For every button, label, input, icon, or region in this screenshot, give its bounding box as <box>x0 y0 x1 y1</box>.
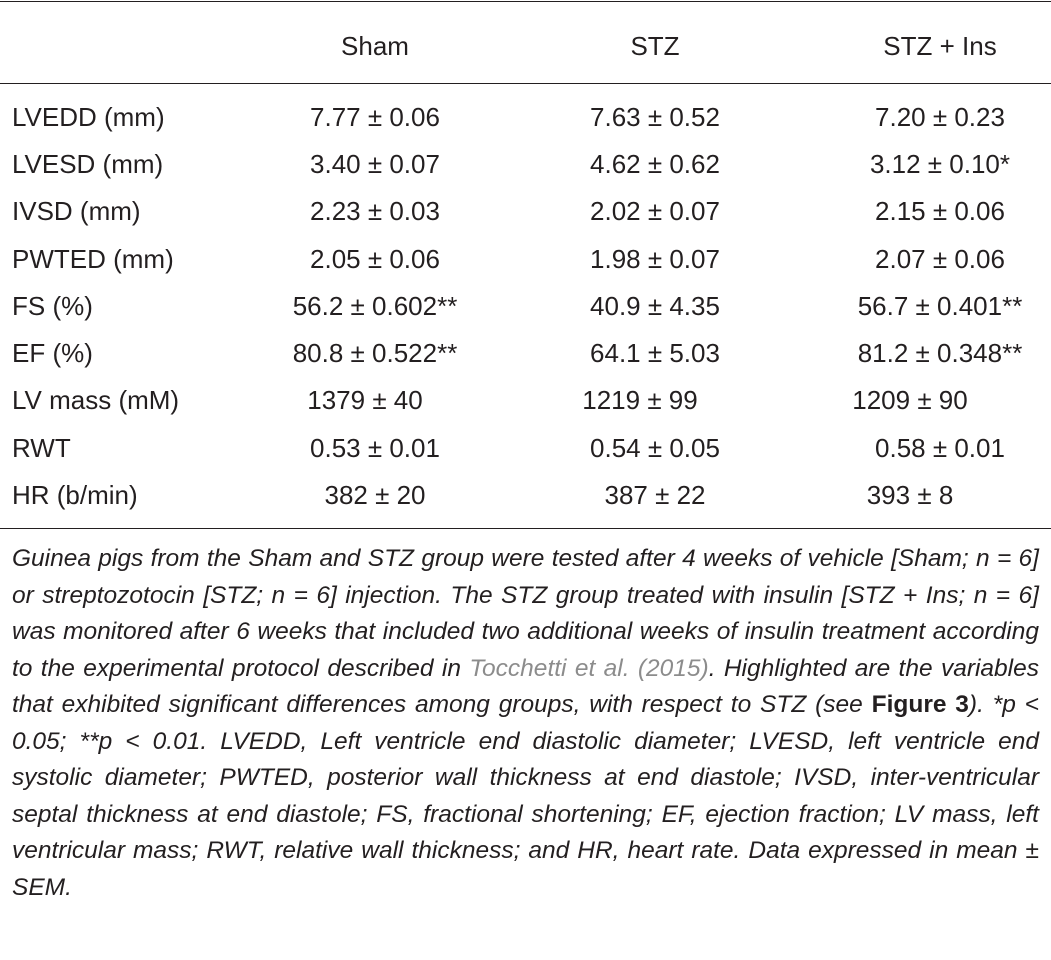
row-label-pwted: PWTED (mm) <box>12 244 174 274</box>
cell-fs-sham: 56.2 ± 0.602** <box>292 291 458 321</box>
cell-ef-stz: 64.1 ± 5.03 <box>590 338 720 368</box>
row-label-rwt: RWT <box>12 433 71 463</box>
caption-reference-link[interactable]: Tocchetti et al. (2015) <box>469 654 709 682</box>
cell-rwt-stz: 0.54 ± 0.05 <box>590 433 720 463</box>
cell-hr-stz: 387 ± 22 <box>604 480 706 510</box>
table-bottom-rule <box>0 528 1051 529</box>
cell-ivsd-stz: 2.02 ± 0.07 <box>590 196 720 226</box>
caption-text-part3: ). *p < 0.05; **p < 0.01. LVEDD, Left ventricle end diastolic diameter; LVESD, left ventricle end systolic diameter; PWTED, posterior wall thickness at end diastole; IVSD, inter-ventricular septal thickness at end diastole; FS, fractional shortening; EF, ejection fraction; LV mass, left ventricular mass; RWT, relative wall thickness; and HR, heart rate. Data expressed in mean ± SEM. <box>12 691 1039 901</box>
cell-pwted-stz-ins: 2.07 ± 0.06 <box>875 244 1005 274</box>
row-label-fs: FS (%) <box>12 291 93 321</box>
cell-ef-stz-ins: 81.2 ± 0.348** <box>857 338 1023 368</box>
cell-lvesd-stz-ins: 3.12 ± 0.10* <box>869 149 1011 179</box>
cell-hr-stz-ins: 393 ± 8 <box>866 480 954 510</box>
cell-lv-mass-stz: 1219 ± 99 <box>582 385 698 415</box>
cell-lvesd-stz: 4.62 ± 0.62 <box>590 149 720 179</box>
column-header-stz: STZ <box>630 31 680 61</box>
table-header-rule <box>0 83 1051 84</box>
cell-fs-stz-ins: 56.7 ± 0.401** <box>857 291 1023 321</box>
cell-lvedd-sham: 7.77 ± 0.06 <box>310 102 440 132</box>
cell-lv-mass-sham: 1379 ± 40 <box>307 385 423 415</box>
cell-lvedd-stz: 7.63 ± 0.52 <box>590 102 720 132</box>
row-label-lvedd: LVEDD (mm) <box>12 102 165 132</box>
row-label-ivsd: IVSD (mm) <box>12 196 141 226</box>
cell-ivsd-stz-ins: 2.15 ± 0.06 <box>875 196 1005 226</box>
cell-ef-sham: 80.8 ± 0.522** <box>292 338 458 368</box>
cell-fs-stz: 40.9 ± 4.35 <box>590 291 720 321</box>
cell-lvesd-sham: 3.40 ± 0.07 <box>310 149 440 179</box>
cell-lv-mass-stz-ins: 1209 ± 90 <box>852 385 968 415</box>
cell-hr-sham: 382 ± 20 <box>324 480 426 510</box>
column-header-stz-ins: STZ + Ins <box>883 31 997 61</box>
cell-rwt-stz-ins: 0.58 ± 0.01 <box>875 433 1005 463</box>
row-label-lvesd: LVESD (mm) <box>12 149 164 179</box>
cell-pwted-sham: 2.05 ± 0.06 <box>310 244 440 274</box>
caption-text-part1: Guinea pigs from the Sham and STZ group were tested after 4 weeks of vehicle [Sham; n = 6] or streptozotocin [STZ; n = 6] injection. The STZ group treated with insulin [STZ + Ins; n = 6] was monitored after 6 weeks that included two additional weeks of insulin treatment according to the experimental protocol described in <box>12 545 1039 682</box>
column-header-sham: Sham <box>341 31 409 61</box>
row-label-lv-mass: LV mass (mM) <box>12 385 180 415</box>
cell-pwted-stz: 1.98 ± 0.07 <box>590 244 720 274</box>
cell-ivsd-sham: 2.23 ± 0.03 <box>310 196 440 226</box>
row-label-ef: EF (%) <box>12 338 93 368</box>
row-label-hr: HR (b/min) <box>12 480 138 510</box>
caption-figure-link[interactable]: Figure 3 <box>871 691 969 718</box>
table-top-rule <box>0 1 1051 2</box>
table-caption <box>12 541 1039 906</box>
caption-text-part2: . Highlighted are the variables that exhibited significant differences among groups, with respect to STZ (see <box>12 654 1040 718</box>
cell-rwt-sham: 0.53 ± 0.01 <box>310 433 440 463</box>
cell-lvedd-stz-ins: 7.20 ± 0.23 <box>875 102 1005 132</box>
